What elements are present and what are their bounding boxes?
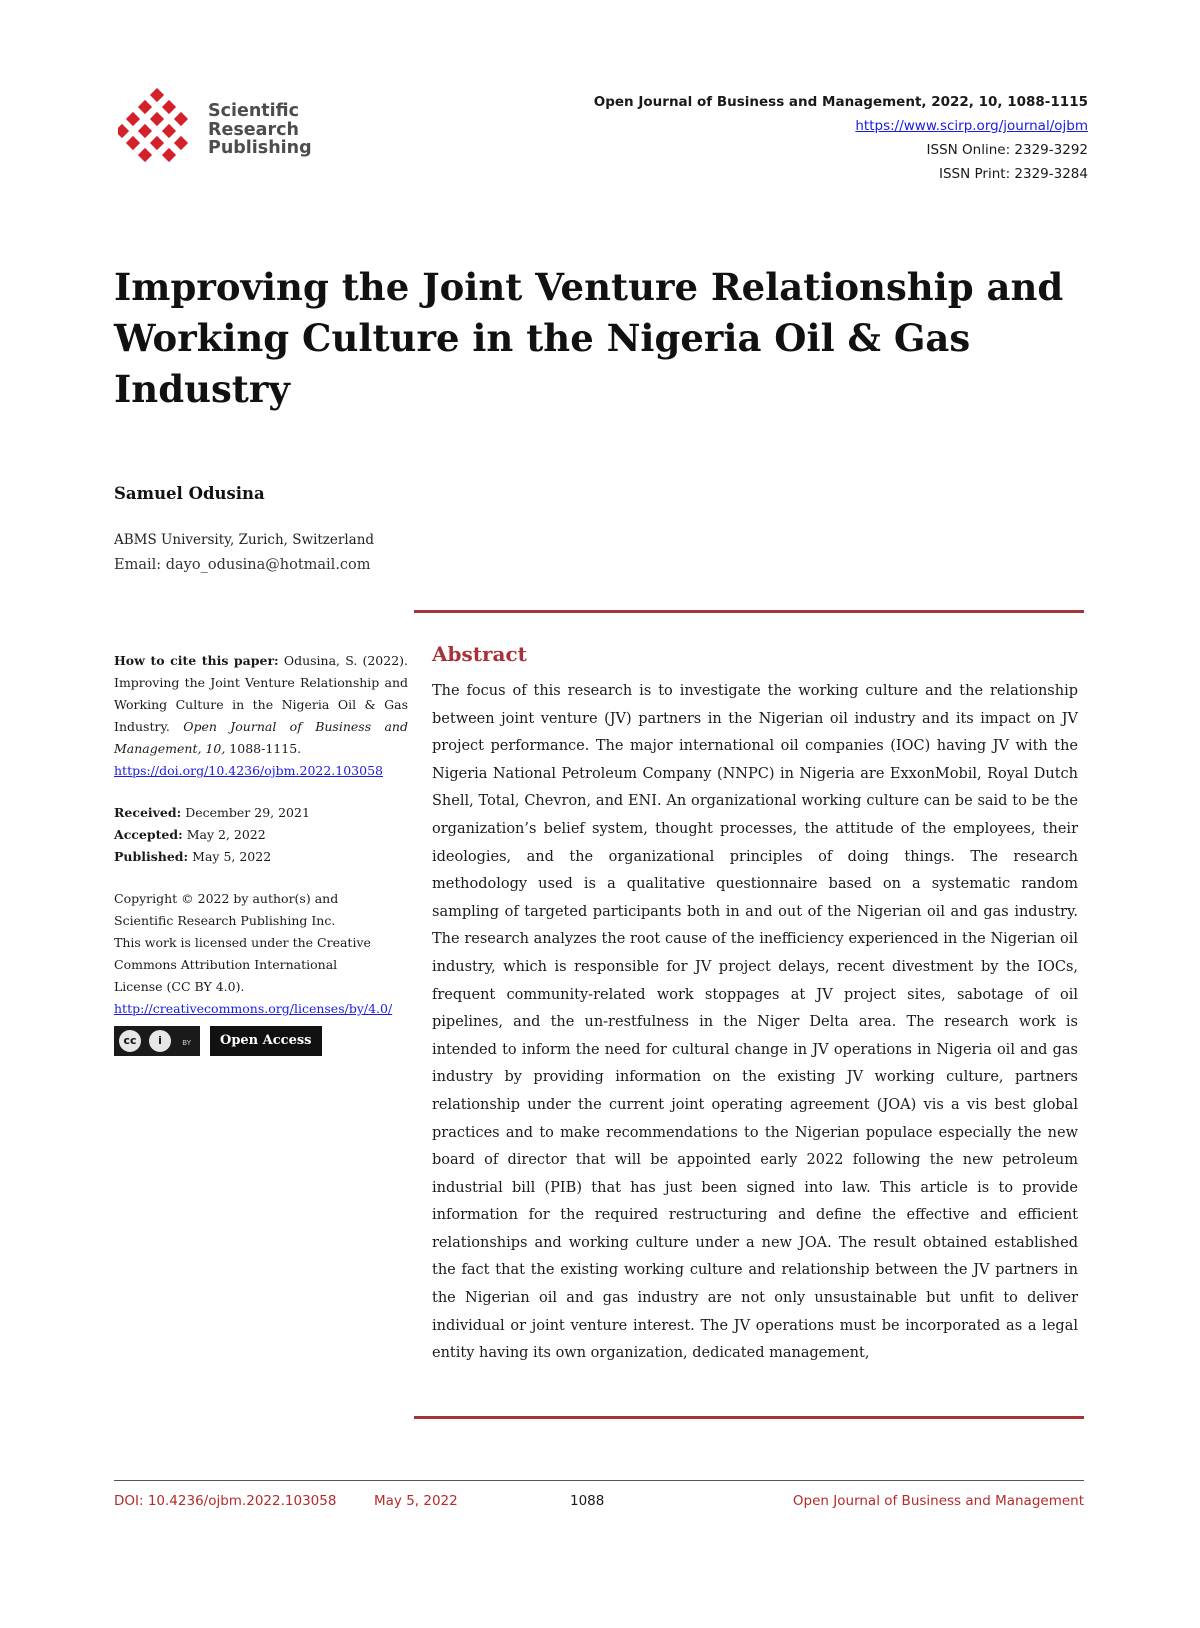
received-date: December 29, 2021 — [185, 805, 310, 820]
accepted-date: May 2, 2022 — [186, 827, 266, 842]
abstract-bottom-rule — [414, 1416, 1084, 1419]
author-affiliation: ABMS University, Zurich, Switzerland — [114, 532, 375, 548]
citation-text: Odusina, S. (2022). Improving the Joint Venture Relationship and Working Culture in the Nigeria Oil & Gas Industry. — [114, 653, 408, 734]
received-date-row — [114, 802, 408, 824]
abstract-text: The focus of this research is to investigate the working culture and the relationship between joint venture (JV) partners in the Nigerian oil industry and its impact on JV project performance. The major international oil companies (IOC) having JV with the Nigeria National Petroleum Company (NNPC) in Nigeria are ExxonMobil, Royal Dutch Shell, Total, Chevron, and ENI. An organizational working culture can be said to be the organization’s belief system, thought processes, the attitude of the employees, their ideologies, and the organizational principles of doing things. The research methodology used is a qualitative questionnaire based on a systematic random sampling of targeted participants both in and out of the Nigerian oil and gas industry. The research analyzes the root cause of the inefficiency experienced in the Nigerian oil industry, which is responsible for JV project delays, recent divestment by the IOCs, frequent community-related work stoppages at JV project sites, sabotage of oil pipelines, and the un-restfulness in the Niger Delta area. The research work is intended to inform the need for cultural change in JV operations in Nigeria oil and gas industry by providing information on the existing JV working culture, partners relationship under the current joint operating agreement (JOA) vis a vis best global practices and to make recommendations to the Nigerian populace especially the new board of director that will be appointed early 2022 following the new petroleum industrial bill (PIB) that has just been signed into law. This article is to provide information for the required restructuring and define the effective and efficient relationships and working culture under a new JOA. The result obtained established the fact that the existing working culture and relationship between the JV partners in the Nigerian oil and gas industry are not only unsustainable but unfit to deliver individual or joint venture interest. The JV operations must be incorporated as a legal entity having its own organization, dedicated management, — [432, 683, 1078, 1362]
accepted-label: Accepted: — [114, 827, 183, 842]
license-line-3: License (CC BY 4.0). — [114, 979, 245, 994]
publisher-name-line-1: Scientific — [208, 101, 300, 121]
article-dates — [114, 802, 408, 868]
accepted-date-row — [114, 824, 408, 846]
cc-by-badge[interactable] — [114, 1026, 200, 1056]
citation-doi-link[interactable]: https://doi.org/10.4236/ojbm.2022.103058 — [114, 763, 383, 778]
author-email: Email: dayo_odusina@hotmail.com — [114, 557, 371, 573]
article-sidebar — [114, 650, 408, 1056]
by-label: BY — [182, 1039, 191, 1047]
open-access-badge: Open Access — [210, 1026, 322, 1056]
footer-page-number: 1088 — [570, 1493, 605, 1509]
journal-citation-line: Open Journal of Business and Management, 2022, 10, 1088-1115 — [593, 94, 1088, 110]
citation-label: How to cite this paper: — [114, 653, 279, 668]
scirp-diamond-logo-icon — [118, 88, 198, 170]
footer-journal-name: Open Journal of Business and Management — [792, 1493, 1084, 1509]
published-date-row — [114, 846, 408, 868]
abstract-top-rule — [414, 610, 1084, 613]
abstract-section — [432, 642, 1078, 1368]
copyright-line-2: Scientific Research Publishing Inc. — [114, 913, 336, 928]
footer-doi: DOI: 10.4236/ojbm.2022.103058 — [114, 1493, 337, 1509]
issn-online: ISSN Online: 2329-3292 — [926, 142, 1088, 158]
cc-icon: cc — [119, 1030, 141, 1052]
received-label: Received: — [114, 805, 182, 820]
publisher-name-line-3: Publishing — [208, 138, 312, 158]
author-name: Samuel Odusina — [114, 484, 265, 503]
license-line-2: Commons Attribution International — [114, 957, 338, 972]
license-line-1: This work is licensed under the Creative — [114, 935, 371, 950]
published-date: May 5, 2022 — [192, 849, 272, 864]
abstract-heading: Abstract — [432, 642, 527, 666]
footer-date: May 5, 2022 — [374, 1493, 458, 1509]
footer-rule — [114, 1480, 1084, 1481]
publisher-name-line-2: Research — [208, 119, 299, 140]
citation-pages: 1088-1115. — [229, 741, 302, 756]
issn-print: ISSN Print: 2329-3284 — [939, 166, 1088, 182]
published-label: Published: — [114, 849, 189, 864]
citation-journal: Open Journal of Business and Management, 10, — [114, 719, 408, 756]
journal-info — [594, 90, 1088, 186]
publisher-logo — [118, 88, 318, 178]
citation-block — [114, 650, 408, 782]
attribution-icon: i — [149, 1030, 171, 1052]
publisher-name — [208, 102, 312, 158]
license-url-link[interactable]: http://creativecommons.org/licenses/by/4.0/ — [114, 1001, 393, 1016]
paper-title: Improving the Joint Venture Relationship and Working Culture in the Nigeria Oil & Gas Industry — [114, 265, 1064, 411]
journal-url-link[interactable]: https://www.scirp.org/journal/ojbm — [855, 118, 1088, 134]
copyright-block — [114, 888, 408, 1020]
license-badges — [114, 1026, 408, 1056]
copyright-line-1: Copyright © 2022 by author(s) and — [114, 891, 339, 906]
